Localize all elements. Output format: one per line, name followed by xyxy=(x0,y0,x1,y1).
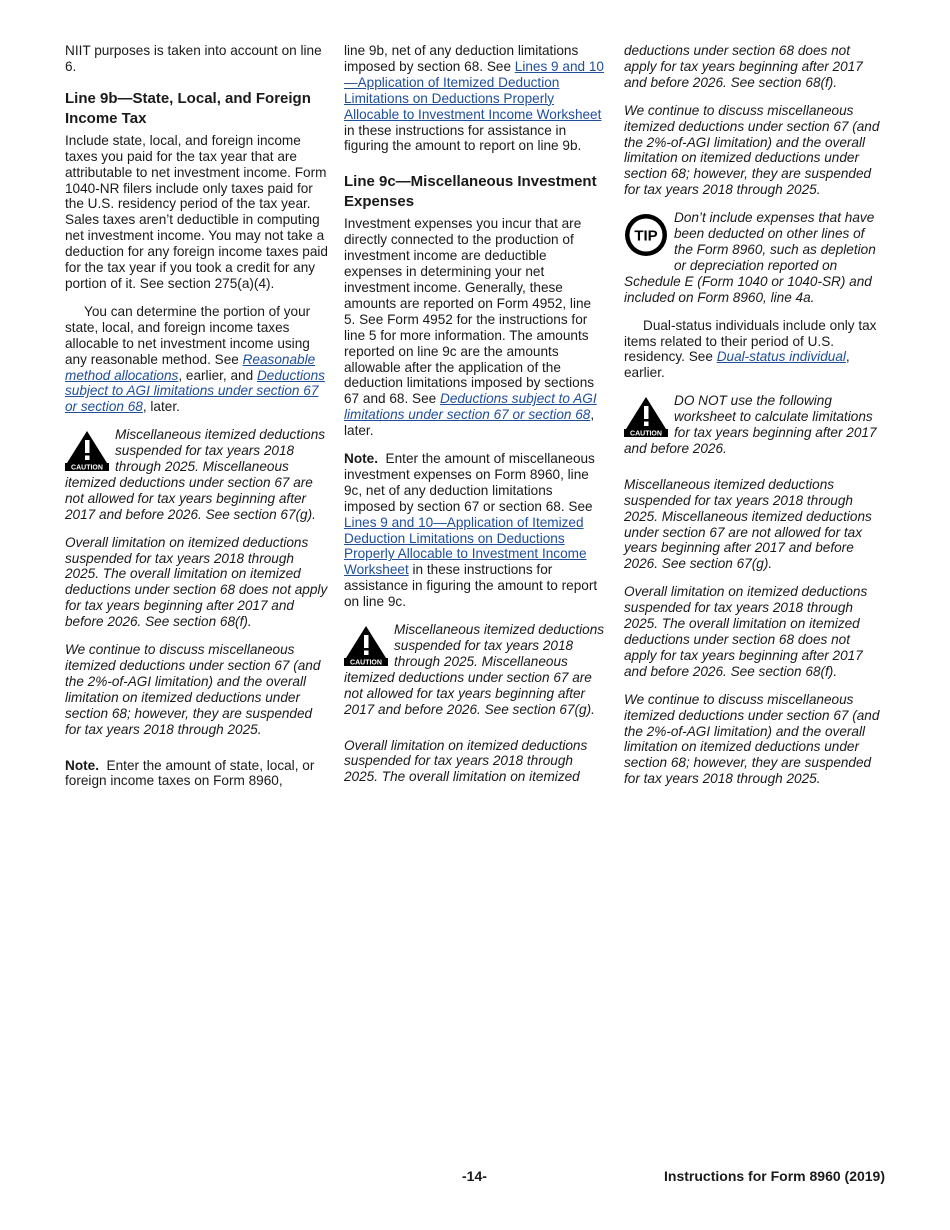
link-deductions-subject-agi[interactable]: Deductions subject to AGI limitations under section 67 or section 68 xyxy=(65,367,325,415)
link-deductions-subject-agi[interactable]: Deductions subject to AGI limitations under section 67 or section 68 xyxy=(344,391,597,423)
paragraph-9b-intro: Include state, local, and foreign income taxes you paid for the tax year that are attributable to net investment income. Form 1040-NR filers include only taxes paid for the U.S. residency period of the tax year. Sales taxes aren’t deductible in computing net investment income. You may not take a deduction for any foreign income taxes paid for the tax year if you took a credit for any portion of it. See section 275(a)(4). xyxy=(65,132,328,291)
paragraph-overall-limitation: Overall limitation on itemized deductions suspended for tax years 2018 through 2025. The overall limitation on itemized deductions under section 68 does not apply for tax years beginning after 2017 and before 2026. See section 68(f). xyxy=(65,534,328,630)
tip-block xyxy=(624,210,886,305)
text: , later. xyxy=(142,399,180,415)
link-lines-9-10-worksheet[interactable]: Lines 9 and 10—Application of Itemized Deduction Limitations on Deductions Properly Allocable to Investment Income Worksheet xyxy=(344,514,587,578)
text: , earlier. xyxy=(624,349,850,381)
heading-line-9b: Line 9b—State, Local, and Foreign Income Tax xyxy=(65,89,311,127)
paragraph-continue-discuss: We continue to discuss miscellaneous itemized deductions under section 67 (and the 2%-of-AGI limitation) and the overall limitation on itemized deductions under section 68; however, they are suspended for tax years 2018 through 2025. xyxy=(624,102,880,198)
note-label: Note. xyxy=(344,451,378,467)
paragraph-section-68-cont: deductions under section 68 does not apply for tax years beginning after 2017 and before 2026. See section 68(f). xyxy=(624,43,863,90)
paragraph-overall-limitation: Overall limitation on itemized deductions suspended for tax years 2018 through 2025. The overall limitation on itemized deductions under section 68 does not apply for tax years beginning after 2017 and before 2026. See section 68(f). xyxy=(624,584,868,679)
text: line 9b, net of any deduction limitations imposed by section 68. See xyxy=(344,43,579,74)
caution-icon xyxy=(344,624,388,666)
paragraph-9b-net xyxy=(344,43,606,154)
paragraph-9c-intro xyxy=(344,216,606,439)
paragraph-overall-limitation: Overall limitation on itemized deductions suspended for tax years 2018 through 2025. The overall limitation on itemized xyxy=(344,737,588,785)
paragraph-continue-discuss: We continue to discuss miscellaneous itemized deductions under section 67 (and the 2%-of-AGI limitation) and the overall limitation on itemized deductions under section 68; however, they are suspended for tax years 2018 through 2025. xyxy=(624,691,880,787)
column-3 xyxy=(624,43,886,799)
paragraph-misc-itemized: Miscellaneous itemized deductions suspended for tax years 2018 through 2025. Miscellaneous itemized deductions under section 67 are not allowed for tax years beginning after 2017 and before 2026. See section 67(g). xyxy=(624,476,872,572)
note-9c xyxy=(344,451,606,610)
tip-text: Don’t include expenses that have been deducted on other lines of the Form 8960, such as depletion or depreciation reported on Schedule E (Form 1040 or 1040-SR) and included on Form 8960, line 4a. xyxy=(624,210,876,305)
tip-label: TIP xyxy=(634,227,658,245)
caution-block xyxy=(65,427,330,522)
link-reasonable-method-allocations[interactable]: Reasonable method allocations xyxy=(65,351,316,383)
text: You can determine the portion of your state, local, and foreign income taxes allocable to net investment income using any reasonable method. See xyxy=(65,303,311,367)
link-dual-status-individual[interactable]: Dual-status individual xyxy=(716,349,846,365)
document-title: Instructions for Form 8960 (2019) xyxy=(664,1168,885,1184)
text: , later. xyxy=(344,407,595,439)
caution-label: CAUTION xyxy=(350,659,382,667)
page-number: -14- xyxy=(462,1168,487,1184)
caution-block xyxy=(624,393,886,457)
note-text: Enter the amount of miscellaneous investment expenses on Form 8960, line 9c, net of any deduction limitations imposed by section 67 or section 68. See xyxy=(344,451,595,514)
note-9b xyxy=(65,758,330,790)
text: Investment expenses you incur that are directly connected to the production of investment income are deductible expenses in determining your net investment income. Generally, these amounts are reported on Form 4952, line 5. See Form 4952 for the instructions for line 5 for more information. The amounts reported on line 9c are the amounts allowable after the application of the deduction limitations imposed by sections 67 and 68. See xyxy=(344,216,595,407)
column-1 xyxy=(65,43,330,801)
column-2 xyxy=(344,43,606,797)
text: in these instructions for assistance in figuring the amount to report on line 9b. xyxy=(344,122,582,154)
caution-icon xyxy=(624,395,668,437)
caution-label: CAUTION xyxy=(630,430,662,438)
paragraph-dual-status xyxy=(624,318,886,382)
caution-text: Miscellaneous itemized deductions suspended for tax years 2018 through 2025. Miscellaneous itemized deductions under section 67 are not allowed for tax years beginning after 2017 and before 2026. See section 67(g). xyxy=(65,427,326,522)
caution-text: Miscellaneous itemized deductions suspended for tax years 2018 through 2025. Miscellaneous itemized deductions under section 67 are not allowed for tax years beginning after 2017 and before 2026. See section 67(g). xyxy=(344,622,605,717)
caution-text: DO NOT use the following worksheet to calculate limitations for tax years beginning after 2017 and before 2026. xyxy=(624,393,877,456)
caution-label: CAUTION xyxy=(71,464,103,472)
paragraph-9b-portion xyxy=(65,304,330,415)
caution-icon xyxy=(65,429,109,471)
text: Dual-status individuals include only tax items related to their period of U.S. residency. See xyxy=(624,317,877,365)
note-text: in these instructions for assistance in figuring the amount to report on line 9c. xyxy=(344,562,598,610)
note-label: Note. xyxy=(65,757,99,773)
text: , earlier, and xyxy=(178,367,257,383)
link-lines-9-10-worksheet[interactable]: Lines 9 and 10—Application of Itemized Deduction Limitations on Deductions Properly Allocable to Investment Income Worksheet xyxy=(344,58,604,122)
note-text: Enter the amount of state, local, or foreign income taxes on Form 8960, xyxy=(65,757,315,789)
paragraph-continue-discuss: We continue to discuss miscellaneous itemized deductions under section 67 (and the 2%-of-AGI limitation) and the overall limitation on itemized deductions under section 68; however, they are suspended for tax years 2018 through 2025. xyxy=(65,642,321,737)
tip-icon xyxy=(624,213,668,257)
caution-block xyxy=(344,622,606,717)
paragraph-niit: NIIT purposes is taken into account on line 6. xyxy=(65,43,322,74)
heading-line-9c: Line 9c—Miscellaneous Investment Expenses xyxy=(344,173,597,211)
